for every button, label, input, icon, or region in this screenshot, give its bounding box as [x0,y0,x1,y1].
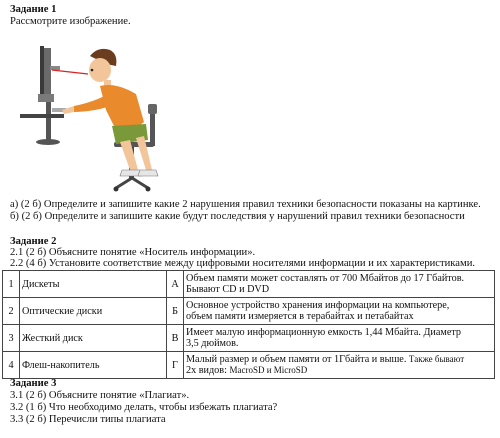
description-extra: MacroSD и MicroSD [229,365,308,375]
media-description [184,352,495,379]
computer-posture-illustration [12,30,177,195]
task1-question-a: а) (2 б) Определите и запишите какие 2 нарушения правил техники безопасности показаны на картинке. [10,199,481,210]
description-line: Бывают CD и DVD [186,284,270,295]
row-letter: Б [167,298,184,325]
table-row [3,298,495,325]
description-line [186,365,492,376]
description-extra: Также бывают [408,354,465,364]
table-row [3,352,495,379]
task3-question-3: 3.3 (2 б) Перечисли типы плагиата [10,414,166,425]
media-name: Жесткий диск [20,325,167,352]
row-number: 3 [3,325,20,352]
media-description [184,271,495,298]
row-number: 1 [3,271,20,298]
table-row [3,325,495,352]
row-letter: В [167,325,184,352]
description-line [186,354,492,365]
row-number: 4 [3,352,20,379]
matching-table [2,270,495,379]
description-line: Объем памяти может составлять от 700 Мбайтов до 17 Гбайтов. [186,273,465,284]
row-letter: Г [167,352,184,379]
task2-question-2: 2.2 (4 б) Установите соответствие между цифровыми носителями информации и их характеристиками. [10,258,476,269]
desk-icon [20,108,66,118]
task3-question-2: 3.2 (1 б) Что необходимо делать, чтобы избежать плагиата? [10,402,278,413]
media-name: Флеш-накопитель [20,352,167,379]
task1-instruction: Рассмотрите изображение. [10,16,131,27]
task1-question-b: б) (2 б) Определите и запишите какие будут последствия у нарушений правил техники безопасности [10,211,465,222]
description-line: объем памяти измеряется в терабайтах и петабайтах [186,311,414,322]
monitor-icon [36,46,60,145]
table-row [3,271,495,298]
task1-title: Задание 1 [10,4,57,15]
media-description [184,325,495,352]
task3-question-1: 3.1 (2 б) Объясните понятие «Плагиат». [10,390,190,401]
description-text: 2х видов: [186,365,227,376]
media-description [184,298,495,325]
media-name: Оптические диски [20,298,167,325]
person-icon [62,49,158,176]
task3-title: Задание 3 [10,378,57,389]
description-line: Имеет малую информационную емкость 1,44 Мбайта. Диаметр [186,327,462,338]
description-line: 3,5 дюймов. [186,338,239,349]
task2-question-1: 2.1 (2 б) Объясните понятие «Носитель информации». [10,247,256,258]
media-name: Дискеты [20,271,167,298]
task2-title: Задание 2 [10,236,57,247]
description-text: Малый размер и объем памяти от 1Гбайта и выше. [186,354,407,365]
eye-line [52,70,88,74]
row-number: 2 [3,298,20,325]
description-line: Основное устройство хранения информации на компьютере, [186,300,450,311]
row-letter: А [167,271,184,298]
